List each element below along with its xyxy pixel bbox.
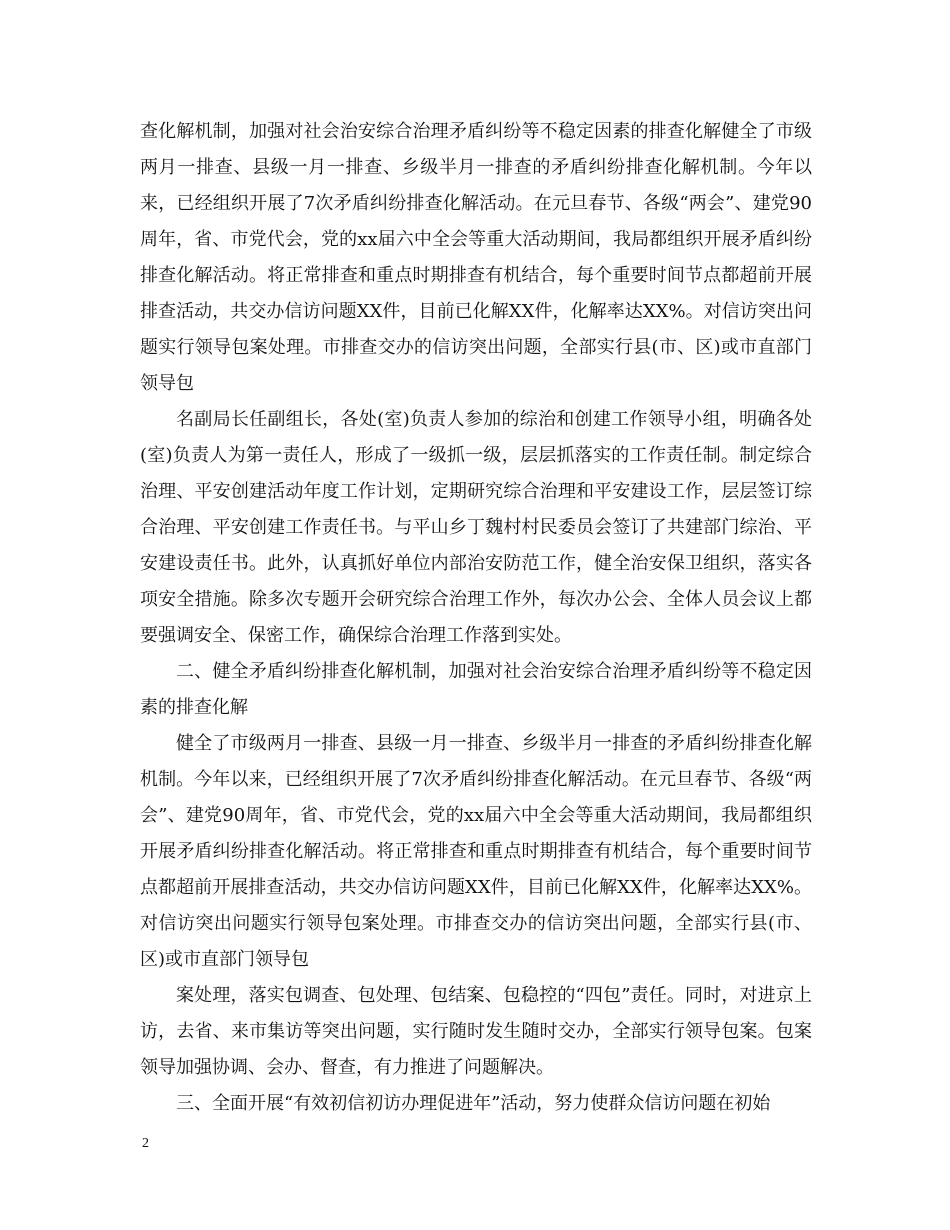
paragraph: 名副局长任副组长，各处(室)负责人参加的综治和创建工作领导小组，明确各处(室)负责人为第一责任人，形成了一级抓一级，层层抓落实的工作责任制。制定综合治理、平安创建活动年度工作计划，定期研究综合治理和平安建设工作，层层签订综合治理、平安创建工作责任书。与平山乡丁魏村村民委员会签订了共建部门综治、平安建设责任书。此外，认真抓好单位内部治安防范工作，健全治安保卫组织，落实各项安全措施。除多次专题开会研究综合治理工作外，每次办公会、全体人员会议上都要强调安全、保密工作，确保综合治理工作落到实处。	[140, 409, 812, 646]
section-heading-paragraph: 三、全面开展“有效初信初访办理促进年”活动，努力使群众信访问题在初始	[176, 1093, 771, 1114]
paragraph: 案处理，落实包调查、包处理、包结案、包稳控的“四包”责任。同时，对进京上访，去省、来市集访等突出问题，实行随时发生随时交办，全部实行领导包案。包案领导加强协调、会办、督查，有力推进了问题解决。	[140, 985, 812, 1078]
paragraph: 健全了市级两月一排查、县级一月一排查、乡级半月一排查的矛盾纠纷排查化解机制。今年以来，已经组织开展了7次矛盾纠纷排查化解活动。在元旦春节、各级“两会”、建党90周年，省、市党代会，党的xx届六中全会等重大活动期间，我局都组织开展矛盾纠纷排查化解活动。将正常排查和重点时期排查有机结合，每个重要时间节点都超前开展排查活动，共交办信访问题XX件，目前已化解XX件，化解率达XX%。对信访突出问题实行领导包案处理。市排查交办的信访突出问题，全部实行县(市、区)或市直部门领导包	[140, 733, 812, 970]
document-body	[140, 114, 812, 1122]
paragraph: 查化解机制，加强对社会治安综合治理矛盾纠纷等不稳定因素的排查化解健全了市级两月一排查、县级一月一排查、乡级半月一排查的矛盾纠纷排查化解机制。今年以来，已经组织开展了7次矛盾纠纷排查化解活动。在元旦春节、各级“两会”、建党90周年，省、市党代会，党的xx届六中全会等重大活动期间，我局都组织开展矛盾纠纷排查化解活动。将正常排查和重点时期排查有机结合，每个重要时间节点都超前开展排查活动，共交办信访问题XX件，目前已化解XX件，化解率达XX%。对信访突出问题实行领导包案处理。市排查交办的信访突出问题，全部实行县(市、区)或市直部门领导包	[140, 121, 812, 394]
page-number: 2	[142, 1136, 149, 1151]
section-heading-paragraph: 二、健全矛盾纠纷排查化解机制，加强对社会治安综合治理矛盾纠纷等不稳定因素的排查化解	[140, 661, 812, 718]
